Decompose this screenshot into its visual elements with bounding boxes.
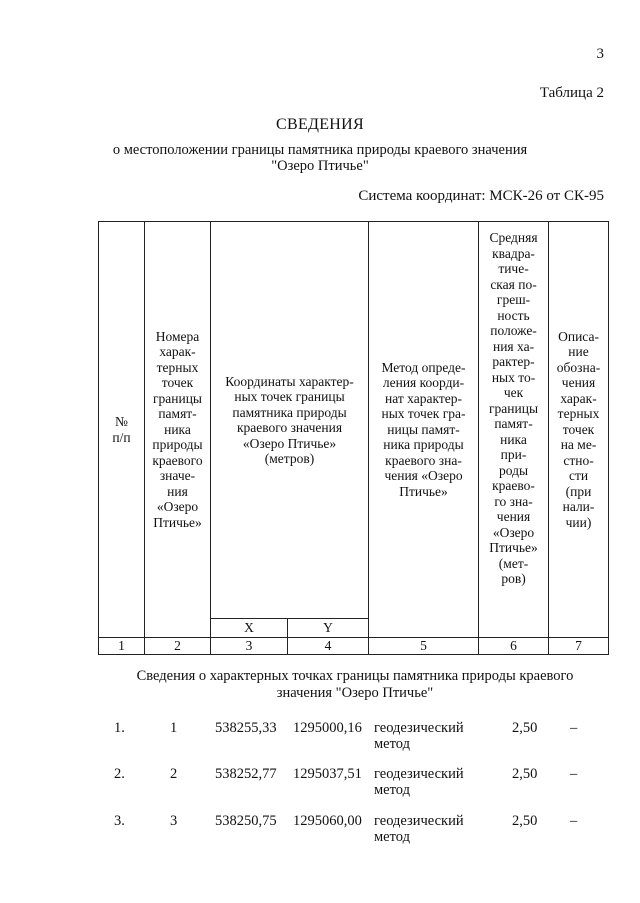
page-number: 3 (596, 46, 604, 62)
col-index: 6 (479, 638, 549, 655)
row-error: 2,50 (512, 766, 538, 782)
col-index: 3 (211, 638, 288, 655)
row-method: геодезический метод (374, 766, 464, 798)
col-index: 4 (288, 638, 369, 655)
row-description: – (570, 766, 578, 782)
subtitle-line-1: о местоположении границы памятника природы краевого значения (112, 142, 528, 158)
col-header-error: Средняя квадра- тиче- ская по- греш- ность положе- ния ха- рактер- ных то- чек границы памят- ника при- роды краево- го зна- чения «Озеро Птичье» (мет- ров) (479, 222, 549, 638)
row-x: 538250,75 (215, 813, 277, 829)
row-x: 538252,77 (215, 766, 277, 782)
col-header-coordinates: Координаты характер- ных точек границы памятника природы краевого значения «Озеро Птичье» (метров) (211, 222, 369, 619)
row-error: 2,50 (512, 813, 538, 829)
section-title-line-1: Сведения о характерных точках границы памятника природы краевого (136, 668, 574, 684)
row-method: геодезический метод (374, 720, 464, 752)
col-header-x: X (211, 619, 288, 638)
col-header-point-number: Номера харак- терных точек границы памят- ника природы краевого значе- ния «Озеро Птичье» (145, 222, 211, 638)
table-label: Таблица 2 (539, 85, 604, 101)
subtitle-line-2: "Озеро Птичье" (271, 158, 369, 174)
section-title (90, 668, 620, 702)
row-y: 1295037,51 (293, 766, 362, 782)
row-y: 1295000,16 (293, 720, 362, 736)
col-header-number: № п/п (99, 222, 145, 638)
col-index: 1 (99, 638, 145, 655)
row-number: 2. (114, 766, 125, 782)
row-x: 538255,33 (215, 720, 277, 736)
row-description: – (570, 720, 578, 736)
row-point: 2 (170, 766, 178, 782)
row-number: 3. (114, 813, 125, 829)
row-y: 1295060,00 (293, 813, 362, 829)
row-error: 2,50 (512, 720, 538, 736)
coordinate-system: Система координат: МСК-26 от СК-95 (358, 188, 604, 204)
col-header-method: Метод опреде- ления коорди- нат характер- ных точек гра- ницы памят- ника природы краевого зна- чения «Озеро Птичье» (369, 222, 479, 638)
row-number: 1. (114, 720, 125, 736)
document-subtitle (0, 142, 640, 174)
col-index: 5 (369, 638, 479, 655)
col-index: 7 (549, 638, 609, 655)
col-header-y: Y (288, 619, 369, 638)
row-point: 1 (170, 720, 178, 736)
document-title: СВЕДЕНИЯ (276, 116, 364, 133)
row-description: – (570, 813, 578, 829)
section-title-line-2: значения "Озеро Птичье" (276, 685, 434, 701)
col-header-description: Описа- ние обозна- чения харак- терных точек на ме- стно- сти (при нали- чии) (549, 222, 609, 638)
row-method: геодезический метод (374, 813, 464, 845)
header-table (98, 221, 609, 655)
row-point: 3 (170, 813, 178, 829)
col-index: 2 (145, 638, 211, 655)
